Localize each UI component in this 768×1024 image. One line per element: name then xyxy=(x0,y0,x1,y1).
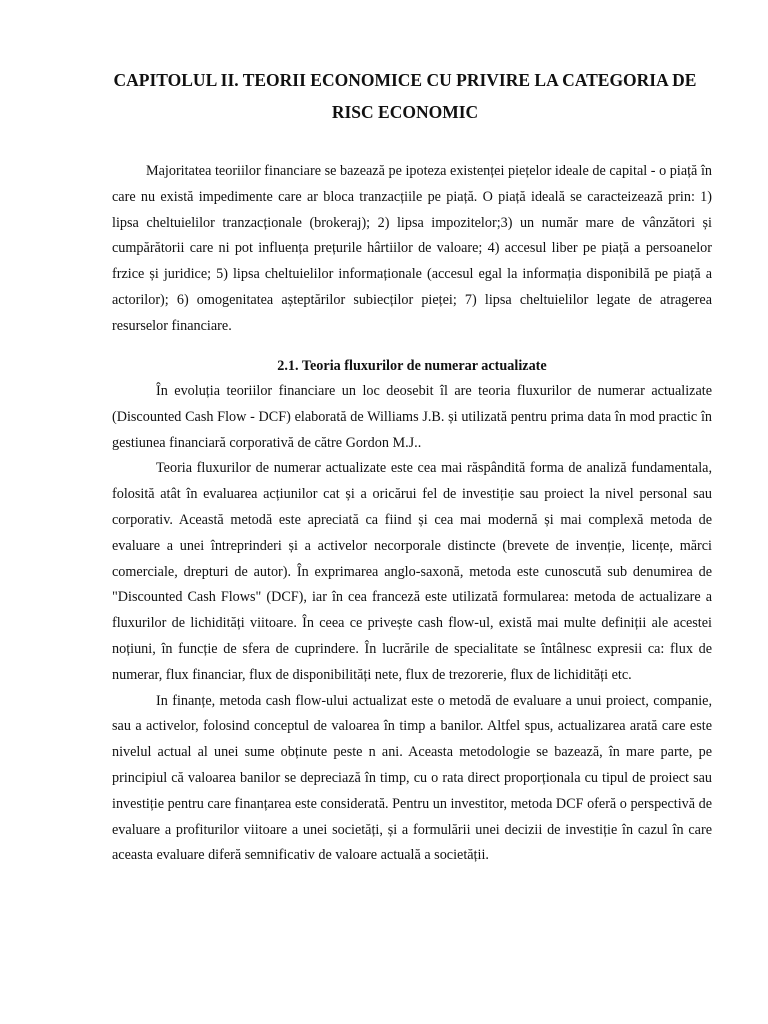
intro-paragraph: Majoritatea teoriilor financiare se bazează pe ipoteza existenței piețelor ideale de capital - o piață în care nu există impedimente care ar bloca tranzacțiile pe piață. O piață ideală se caracteizează prin: 1) lipsa cheltuielilor tranzacționale (brokeraj); 2) lipsa impozitelor;3) un număr mare de vânzători și cumpărătorii care ni pot influența prețurile hârtiilor de valoare; 4) accesul liber pe piață a persoanelor frzice și juridice; 5) lipsa cheltuielilor informaționale (accesul egal la informația disponibilă pe piață a actorilor); 6) omogenitatea așteptărilor subiecților pieței; 7) lipsa cheltuielilor legate de atragerea resurselor financiare. xyxy=(112,163,712,334)
section-paragraph-2: Teoria fluxurilor de numerar actualizate este cea mai răspândită forma de analiză fundamentala, folosită atât în evaluarea acțiunilor cat și a oricărui fel de investiție sau proiect la nivel personal sau corporativ. Această metodă este apreciată ca fiind și cea mai modernă și mai complexă metoda de evaluare a unei întreprinderi și a activelor necorporale distincte (brevete de invenție, licențe, mărci comerciale, drepturi de autor). În exprimarea anglo-saxonă, metoda este cunoscută sub denumirea de "Discounted Cash Flows" (DCF), iar în cea franceză este utilizată formularea: metoda de actualizare a fluxurilor de lichidități viitoare. În ceea ce privește cash flow-ul, există mai multe definiții ale acestei noțiuni, în funcție de sfera de cuprindere. În lucrările de specialitate se întâlnesc expresii ca: flux de numerar, flux financiar, flux de disponibilități nete, flux de trezorerie, flux de lichidități etc. xyxy=(112,460,712,683)
section-heading: 2.1. Teoria fluxurilor de numerar actualizate xyxy=(277,358,547,374)
chapter-title: CAPITOLUL II. TEORII ECONOMICE CU PRIVIRE LA CATEGORIA DE RISC ECONOMIC xyxy=(113,70,697,122)
intro-block xyxy=(112,159,712,340)
section-2-1 xyxy=(112,354,712,869)
section-paragraph-1: În evoluția teoriilor financiare un loc deosebit îl are teoria fluxurilor de numerar actualizate (Discounted Cash Flow - DCF) elaborată de Williams J.B. și utilizată pentru prima data în mod practic în gestiunea financiară corporativă de către Gordon M.J.. xyxy=(112,383,712,451)
section-paragraph-3: In finanțe, metoda cash flow-ului actualizat este o metodă de evaluare a unui proiect, companie, sau a activelor, folosind conceptul de valoarea în timp a banilor. Altfel spus, actualizarea arată care este nivelul actual al unei sume obținute peste n ani. Aceasta metodologie se bazează, în mare parte, pe principiul că valoarea banilor se depreciază în timp, cu o rata direct proporționala cu tipul de proiect sau investiție pentru care finanțarea este considerată. Pentru un investitor, metoda DCF oferă o perspectivă de evaluare a profiturilor viitoare a unei societăți, și a formulării unei decizii de investiție în cazul în care aceasta evaluare diferă semnificativ de valoare actuală a societății. xyxy=(112,692,712,864)
